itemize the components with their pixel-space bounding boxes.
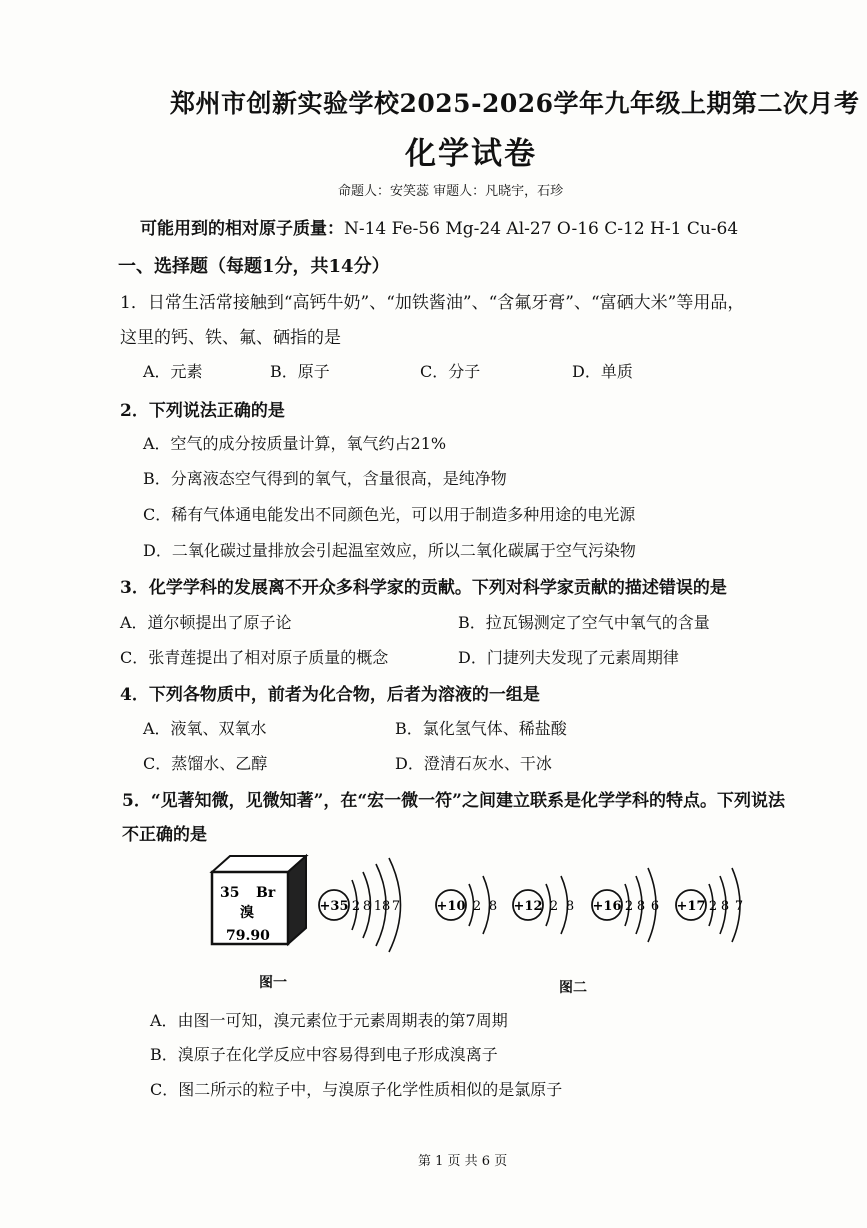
question-5-option-b: B．溴原子在化学反应中容易得到电子形成溴离子 xyxy=(150,1045,498,1064)
particle-3-shell-2: 8 xyxy=(636,899,646,914)
question-5-line-1: 5．“见著知微，见微知著”，在“宏一微一符”之间建立联系是化学学科的特点。下列说法 xyxy=(122,791,785,811)
question-4-stem: 4．下列各物质中，前者为化合物，后者为溶液的一组是 xyxy=(120,685,540,705)
bromine-shell-2: 8 xyxy=(362,899,372,914)
question-1-line-2: 这里的钙、铁、氟、硒指的是 xyxy=(120,328,341,348)
particle-2-nucleus: +12 xyxy=(513,899,543,914)
particle-4-shell-2: 8 xyxy=(720,899,730,914)
question-1-line-1: 1．日常生活常接触到“高钙牛奶”、“加铁酱油”、“含氟牙膏”、“富硒大米”等用品， xyxy=(120,293,745,313)
particle-structure-4 xyxy=(676,868,743,942)
question-2-option-b: B．分离液态空气得到的氧气，含量很高，是纯净物 xyxy=(143,469,507,488)
bromine-shell-4: 7 xyxy=(391,899,401,914)
question-5-option-c: C．图二所示的粒子中，与溴原子化学性质相似的是氯原子 xyxy=(150,1080,563,1099)
particle-structure-3 xyxy=(592,868,659,942)
question-2-option-a: A．空气的成分按质量计算，氧气约占21% xyxy=(143,434,447,453)
atomic-mass-values: N-14 Fe-56 Mg-24 Al-27 O-16 C-12 H-1 Cu-64 xyxy=(344,219,739,239)
question-1-option-c: C．分子 xyxy=(420,362,481,381)
figure-1-caption: 图一 xyxy=(259,975,287,991)
element-name: 溴 xyxy=(240,905,254,921)
exam-subject-title: 化学试卷 xyxy=(405,136,537,172)
element-symbol: Br xyxy=(256,885,276,901)
question-1-option-d: D．单质 xyxy=(572,362,633,381)
element-atomic-number: 35 xyxy=(220,885,240,901)
question-5-option-a: A．由图一可知，溴元素位于元素周期表的第7周期 xyxy=(150,1011,508,1030)
particle-structure-2 xyxy=(513,876,574,934)
bromine-shell-1: 2 xyxy=(351,899,361,914)
question-3-option-a: A．道尔顿提出了原子论 xyxy=(120,613,292,632)
exam-authors: 命题人：安笑蕊 审题人：凡晓宇，石珍 xyxy=(338,184,564,199)
particle-3-shell-1: 2 xyxy=(624,899,634,914)
question-1-option-b: B．原子 xyxy=(270,362,330,381)
page-number: 第 1 页 共 6 页 xyxy=(418,1154,508,1169)
question-4-option-d: D．澄清石灰水、干冰 xyxy=(395,754,552,773)
question-2-option-c: C．稀有气体通电能发出不同颜色光，可以用于制造多种用途的电光源 xyxy=(143,505,636,524)
bromine-nucleus-charge: +35 xyxy=(319,899,349,914)
particle-4-shell-1: 2 xyxy=(708,899,718,914)
question-1-option-a: A．元素 xyxy=(143,362,203,381)
question-4-option-c: C．蒸馏水、乙醇 xyxy=(143,754,268,773)
particle-4-shell-3: 7 xyxy=(734,899,744,914)
element-mass: 79.90 xyxy=(226,928,270,944)
bromine-shell-3: 18 xyxy=(373,899,391,914)
question-4-option-a: A．液氧、双氧水 xyxy=(143,719,267,738)
question-3-option-b: B．拉瓦锡测定了空气中氧气的含量 xyxy=(458,613,710,632)
question-2-stem: 2．下列说法正确的是 xyxy=(120,401,285,421)
question-5-line-2: 不正确的是 xyxy=(122,825,207,845)
particle-1-shell-1: 2 xyxy=(472,899,482,914)
question-3-option-d: D．门捷列夫发现了元素周期律 xyxy=(458,648,679,667)
particle-4-nucleus: +17 xyxy=(676,899,706,914)
question-2-option-d: D．二氧化碳过量排放会引起温室效应，所以二氧化碳属于空气污染物 xyxy=(143,541,636,560)
bromine-atom-structure xyxy=(319,858,401,952)
particle-2-shell-2: 8 xyxy=(565,899,575,914)
figure-2-caption: 图二 xyxy=(559,980,587,996)
particle-1-shell-2: 8 xyxy=(488,899,498,914)
exam-school-title: 郑州市创新实验学校2025-2026学年九年级上期第二次月考 xyxy=(170,89,860,118)
section-title: 一、选择题（每题1分，共14分） xyxy=(118,256,390,277)
particle-2-shell-1: 2 xyxy=(549,899,559,914)
atomic-mass-label: 可能用到的相对原子质量： xyxy=(140,219,344,239)
question-3-option-c: C．张青莲提出了相对原子质量的概念 xyxy=(120,648,389,667)
question-4-option-b: B．氯化氢气体、稀盐酸 xyxy=(395,719,567,738)
particle-structure-1 xyxy=(436,876,497,934)
particle-3-shell-3: 6 xyxy=(650,899,660,914)
question-3-stem: 3．化学学科的发展离不开众多科学家的贡献。下列对科学家贡献的描述错误的是 xyxy=(120,578,727,598)
particle-3-nucleus: +16 xyxy=(592,899,622,914)
particle-1-nucleus: +10 xyxy=(436,899,466,914)
element-cell-bromine xyxy=(212,856,306,944)
